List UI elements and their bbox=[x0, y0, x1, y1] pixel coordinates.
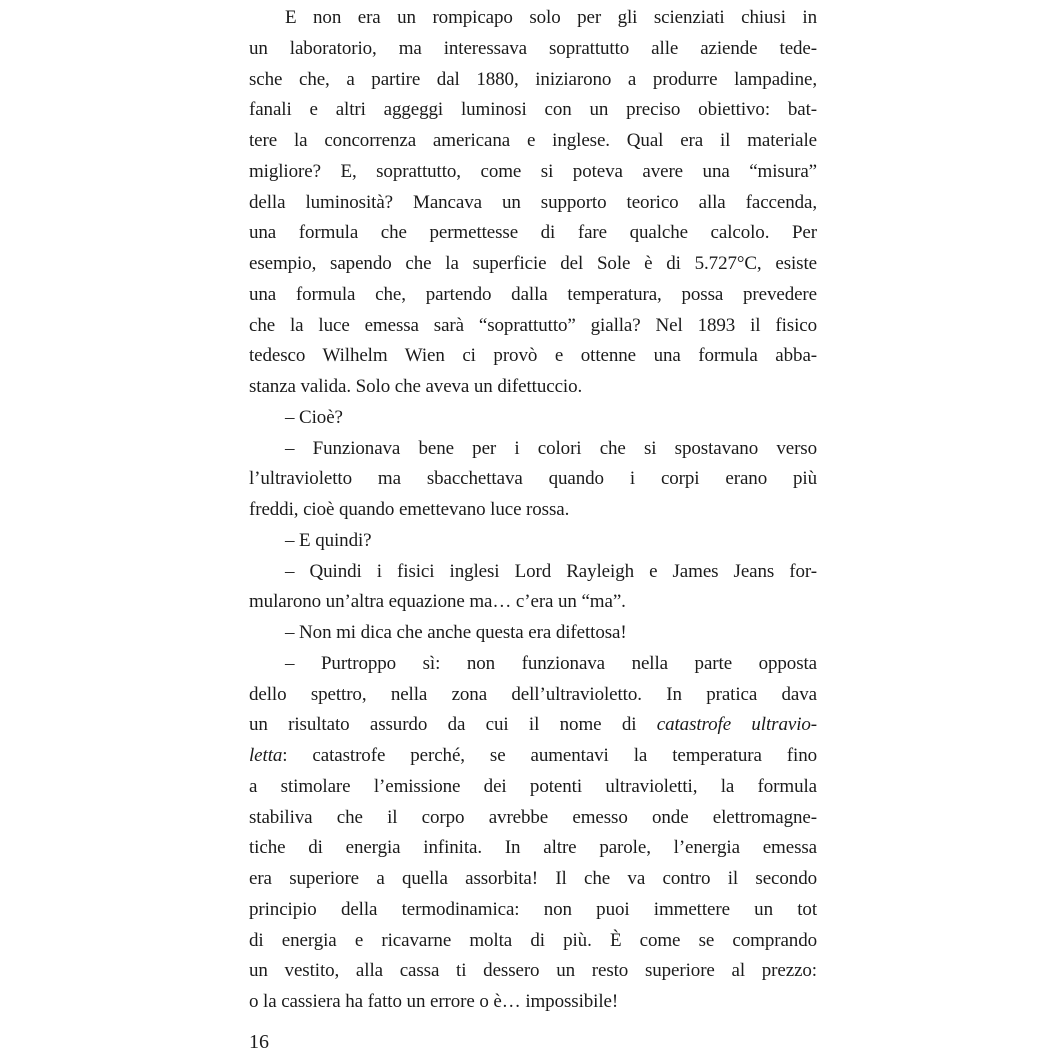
text-segment: tiche di energia infinita. In altre parole, l’energia emessa bbox=[249, 837, 817, 859]
text-segment: o la cassiera ha fatto un errore o è… impossibile! bbox=[249, 991, 619, 1012]
text-line bbox=[249, 557, 817, 588]
text-segment: un laboratorio, ma interessava soprattutto alle aziende tede- bbox=[249, 37, 817, 59]
text-segment: dello spettro, nella zona dell’ultravioletto. In pratica dava bbox=[249, 683, 817, 705]
text-line bbox=[249, 741, 817, 772]
text-line bbox=[249, 587, 817, 618]
text-segment: – Cioè? bbox=[285, 406, 343, 428]
text-segment: a stimolare l’emissione dei potenti ultravioletti, la formula bbox=[249, 775, 817, 797]
text-line bbox=[249, 218, 817, 249]
text-segment: stanza valida. Solo che aveva un difettuccio. bbox=[249, 376, 583, 397]
text-segment: tere la concorrenza americana e inglese. Qual era il materiale bbox=[249, 130, 817, 151]
text-line bbox=[249, 65, 817, 96]
italic-text-segment: catastrofe ultravio- bbox=[656, 714, 817, 736]
text-segment: – Quindi i fisici inglesi Lord Rayleigh e James Jeans for- bbox=[285, 560, 817, 582]
text-line bbox=[249, 649, 817, 680]
text-segment: una formula che, partendo dalla temperatura, possa prevedere bbox=[249, 283, 817, 305]
text-segment: principio della termodinamica: non puoi immettere un tot bbox=[249, 898, 817, 920]
text-segment: migliore? E, soprattutto, come si poteva avere una “misura” bbox=[249, 160, 817, 182]
text-segment: una formula che permettesse di fare qualche calcolo. Per bbox=[249, 222, 817, 244]
text-line bbox=[249, 987, 817, 1018]
text-line bbox=[249, 403, 817, 434]
text-line bbox=[249, 95, 817, 126]
text-line bbox=[249, 3, 817, 34]
text-line bbox=[249, 618, 817, 649]
text-line bbox=[249, 956, 817, 987]
text-line bbox=[249, 157, 817, 188]
body-text bbox=[249, 3, 817, 1018]
text-segment: – E quindi? bbox=[285, 529, 372, 551]
text-segment: esempio, sapendo che la superficie del Sole è di 5.727°C, esiste bbox=[249, 253, 817, 274]
italic-text-segment: letta bbox=[249, 745, 283, 766]
text-line bbox=[249, 895, 817, 926]
text-line bbox=[249, 833, 817, 864]
text-line bbox=[249, 464, 817, 495]
text-segment: un risultato assurdo da cui il nome di bbox=[249, 714, 657, 736]
text-line bbox=[249, 249, 817, 280]
text-segment: – Purtroppo sì: non funzionava nella parte opposta bbox=[285, 652, 817, 674]
text-line bbox=[249, 311, 817, 342]
text-segment: freddi, cioè quando emettevano luce rossa. bbox=[249, 499, 570, 520]
text-line bbox=[249, 772, 817, 803]
text-segment: tedesco Wilhelm Wien ci provò e ottenne una formula abba- bbox=[249, 345, 817, 367]
text-segment: : catastrofe perché, se aumentavi la temperatura fino bbox=[282, 745, 817, 766]
text-segment: sche che, a partire dal 1880, iniziarono a produrre lampadine, bbox=[249, 68, 817, 90]
text-line bbox=[249, 434, 817, 465]
text-line bbox=[249, 372, 817, 403]
text-segment: l’ultravioletto ma sbacchettava quando i corpi erano più bbox=[249, 468, 817, 490]
text-segment: un vestito, alla cassa ti dessero un resto superiore al prezzo: bbox=[249, 960, 817, 982]
text-segment: che la luce emessa sarà “soprattutto” gialla? Nel 1893 il fisico bbox=[249, 314, 817, 336]
text-segment: della luminosità? Mancava un supporto teorico alla faccenda, bbox=[249, 191, 817, 213]
text-line bbox=[249, 864, 817, 895]
text-line bbox=[249, 341, 817, 372]
text-segment: – Funzionava bene per i colori che si spostavano verso bbox=[285, 437, 817, 459]
text-segment: stabiliva che il corpo avrebbe emesso onde elettromagne- bbox=[249, 806, 817, 828]
page-number: 16 bbox=[249, 1031, 269, 1053]
text-line bbox=[249, 803, 817, 834]
text-line bbox=[249, 926, 817, 957]
text-line bbox=[249, 495, 817, 526]
text-line bbox=[249, 34, 817, 65]
text-segment: mularono un’altra equazione ma… c’era un “ma”. bbox=[249, 591, 626, 613]
text-segment: – Non mi dica che anche questa era difettosa! bbox=[285, 622, 627, 643]
text-segment: fanali e altri aggeggi luminosi con un preciso obiettivo: bat- bbox=[249, 99, 817, 121]
text-line bbox=[249, 526, 817, 557]
text-line bbox=[249, 126, 817, 157]
text-line bbox=[249, 280, 817, 311]
text-line bbox=[249, 680, 817, 711]
text-segment: di energia e ricavarne molta di più. È come se comprando bbox=[249, 929, 817, 951]
text-segment: era superiore a quella assorbita! Il che va contro il secondo bbox=[249, 868, 817, 889]
text-line bbox=[249, 188, 817, 219]
text-segment: E non era un rompicapo solo per gli scienziati chiusi in bbox=[285, 7, 817, 28]
text-line bbox=[249, 710, 817, 741]
